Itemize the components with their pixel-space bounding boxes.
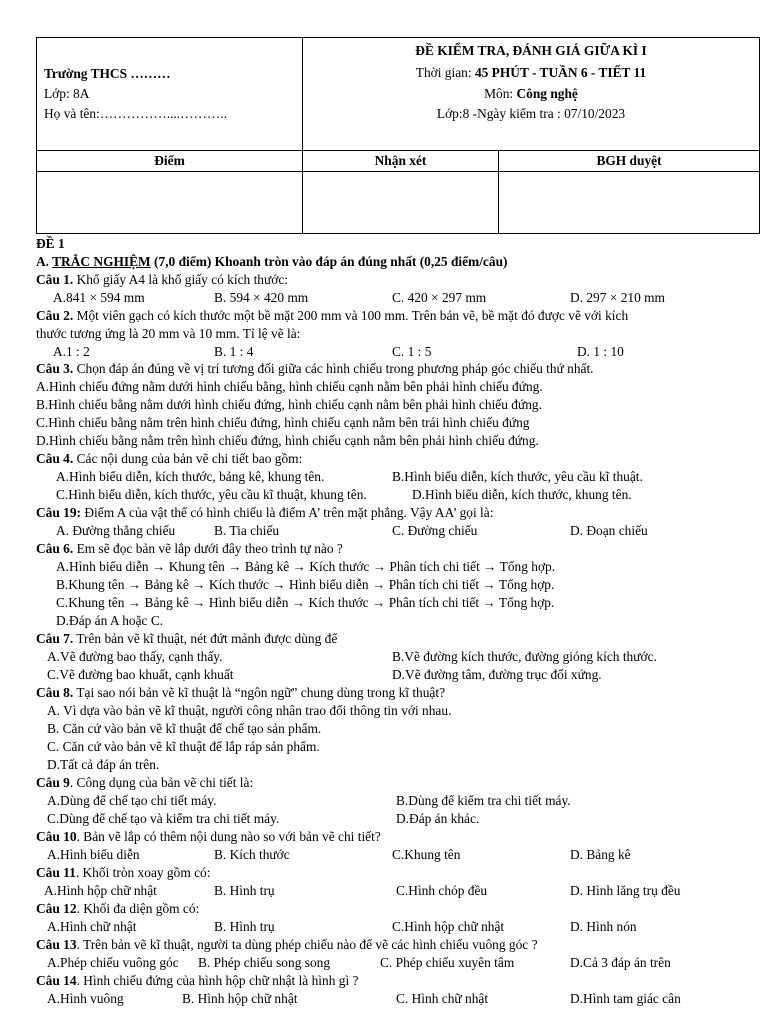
- option: D.Hình biểu diễn, kích thước, khung tên.: [412, 487, 632, 502]
- option: A.Hình chiếu đứng nằm dưới hình chiếu bằng, hình chiếu cạnh nằm bên phải hình chiếu đứng.: [36, 379, 543, 394]
- approval-box: [499, 172, 760, 234]
- exam-date: Lớp:8 -Ngày kiểm tra : 07/10/2023: [436, 106, 626, 121]
- question-8: [36, 684, 445, 702]
- score-box: [37, 172, 303, 234]
- question-label: Câu 10: [36, 829, 77, 844]
- option: B. Căn cứ vào bản vẽ kĩ thuật để chế tạo sản phẩm.: [47, 721, 322, 736]
- question-text: Khổ giấy A4 là khổ giấy có kích thước:: [73, 272, 289, 287]
- option: C. Phép chiếu xuyên tâm: [380, 955, 515, 970]
- question-text: Tại sao nói bản vẽ kĩ thuật là “ngôn ngữ” chung dùng trong kĩ thuật?: [73, 685, 446, 700]
- question-text: . Hình chiếu đứng của hình hộp chữ nhật là hình gì ?: [76, 973, 359, 988]
- option: D. Bảng kê: [570, 847, 631, 862]
- section-prefix: A.: [36, 254, 53, 269]
- exam-title: ĐỀ KIỂM TRA, ĐÁNH GIÁ GIỮA KÌ I: [415, 43, 647, 58]
- option: D. Hình nón: [570, 919, 637, 934]
- option: A.Hình biểu diễn: [47, 847, 140, 862]
- exam-code: ĐỀ 1: [36, 236, 65, 251]
- option: C. Hình chữ nhật: [396, 991, 489, 1006]
- option: B. 1 : 4: [214, 344, 254, 359]
- option: A.Dùng để chế tạo chi tiết máy.: [47, 793, 217, 808]
- comment-header: Nhận xét: [303, 151, 499, 172]
- option: C.Hình biểu diễn, kích thước, yêu cầu kĩ thuật, khung tên.: [56, 487, 367, 502]
- option: D.Hình chiếu bằng nằm trên hình chiếu đứng, hình chiếu cạnh nằm bên phải hình chiếu đứng.: [36, 433, 539, 448]
- question-text: Chọn đáp án đúng về vị trí tương đối giữa các hình chiếu trong phương pháp góc chiếu thứ nhất.: [73, 361, 594, 376]
- question-text: Một viên gạch có kích thước một bề mặt 200 mm và 100 mm. Trên bản vẽ, bề mặt đó được vẽ với kích: [73, 308, 629, 323]
- class-label: Lớp: 8A: [44, 86, 90, 101]
- question-4: [36, 450, 302, 468]
- student-name-field: Họ và tên:……………....………..: [44, 106, 227, 121]
- question-label: Câu 14: [36, 973, 77, 988]
- exam-time: [303, 65, 759, 81]
- question-label: Câu 4.: [36, 451, 74, 466]
- question-12: [36, 900, 199, 918]
- question-label: Câu 19:: [36, 505, 82, 520]
- option: D.Tất cả đáp án trên.: [47, 757, 160, 772]
- option: B. Hình hộp chữ nhật: [182, 991, 298, 1006]
- exam-info-cell: [303, 38, 760, 151]
- question-text-continued: thước tương ứng là 20 mm và 10 mm. Tỉ lệ vẽ là:: [36, 326, 301, 341]
- option: C.Khung tên: [392, 847, 461, 862]
- question-label: Câu 2.: [36, 308, 74, 323]
- option: C. Đường chiếu: [392, 523, 478, 538]
- question-text: Trên bản vẽ kĩ thuật, nét đứt mảnh được dùng để: [73, 631, 338, 646]
- question-label: Câu 7.: [36, 631, 74, 646]
- question-6: [36, 540, 343, 558]
- question-text: . Khối tròn xoay gồm có:: [75, 865, 211, 880]
- option: A.841 × 594 mm: [53, 290, 145, 305]
- option: B. Tia chiếu: [214, 523, 280, 538]
- question-label: Câu 13: [36, 937, 77, 952]
- option: D.Vẽ đường tâm, đường trục đối xứng.: [392, 667, 602, 682]
- option: D. Đoạn chiếu: [570, 523, 648, 538]
- option: A.Hình vuông: [47, 991, 124, 1006]
- option: A.Vẽ đường bao thấy, cạnh thấy.: [47, 649, 223, 664]
- exam-subject: [303, 86, 759, 102]
- option: D.Đáp án A hoặc C.: [56, 613, 164, 628]
- score-header: Điểm: [37, 151, 303, 172]
- option: B. Hình trụ: [214, 883, 275, 898]
- subject-label: Môn:: [484, 86, 517, 101]
- option: A.Phép chiếu vuông góc: [47, 955, 179, 970]
- option: C.Dùng để chế tạo và kiểm tra chi tiết máy.: [47, 811, 280, 826]
- option: C.Vẽ đường bao khuất, cạnh khuất: [47, 667, 234, 682]
- option: B.Hình biểu diễn, kích thước, yêu cầu kĩ thuật.: [392, 469, 643, 484]
- option: B. 594 × 420 mm: [214, 290, 309, 305]
- option: A.1 : 2: [53, 344, 90, 359]
- question-text: Điểm A của vật thể có hình chiếu là điểm A’ trên mặt phẳng. Vậy AA’ gọi là:: [81, 505, 494, 520]
- question-14: [36, 972, 358, 990]
- question-label: Câu 8.: [36, 685, 74, 700]
- question-3: [36, 360, 594, 378]
- question-text: . Trên bản vẽ kĩ thuật, người ta dùng phép chiếu nào để vẽ các hình chiếu vuông góc ?: [76, 937, 538, 952]
- option: A. Đường thẳng chiếu: [56, 523, 176, 538]
- option: A.Hình biểu diễn, kích thước, bảng kê, khung tên.: [56, 469, 325, 484]
- option: A.Hình biểu diễn → Khung tên → Bảng kê → Kích thước → Phân tích chi tiết → Tổng hợp.: [56, 559, 556, 574]
- option: B.Hình chiếu bằng nằm dưới hình chiếu đứng, hình chiếu cạnh nằm bên phải hình chiếu đứng.: [36, 397, 542, 412]
- option: C. 1 : 5: [392, 344, 432, 359]
- option: B. Hình trụ: [214, 919, 275, 934]
- option: A.Hình hộp chữ nhật: [44, 883, 157, 898]
- question-1: [36, 271, 288, 289]
- subject-value: Công nghệ: [516, 86, 578, 101]
- question-text: . Công dụng của bản vẽ chi tiết là:: [69, 775, 254, 790]
- option: A.Hình chữ nhật: [47, 919, 137, 934]
- question-text: . Bản vẽ lắp có thêm nội dung nào so với bản vẽ chi tiết?: [76, 829, 381, 844]
- question-9: [36, 774, 253, 792]
- question-label: Câu 6.: [36, 541, 74, 556]
- option: B. Kích thước: [214, 847, 290, 862]
- question-10: [36, 828, 381, 846]
- question-label: Câu 3.: [36, 361, 74, 376]
- option: C.Khung tên → Bảng kê → Hình biểu diễn → Kích thước → Phân tích chi tiết → Tổng hợp.: [56, 595, 555, 610]
- question-13: [36, 936, 538, 954]
- option: D.Đáp án khác.: [396, 811, 480, 826]
- section-heading: [36, 253, 507, 271]
- option: C. Căn cứ vào bản vẽ kĩ thuật để lắp ráp sản phẩm.: [47, 739, 320, 754]
- question-label: Câu 9: [36, 775, 70, 790]
- question-7: [36, 630, 337, 648]
- option: D.Hình tam giác cân: [570, 991, 681, 1006]
- option: C.Hình hộp chữ nhật: [392, 919, 505, 934]
- question-text: . Khối đa diện gồm có:: [76, 901, 200, 916]
- comment-box: [303, 172, 499, 234]
- option: B.Khung tên → Bảng kê → Kích thước → Hình biểu diễn → Phân tích chi tiết → Tổng hợp.: [56, 577, 555, 592]
- question-label: Câu 1.: [36, 272, 74, 287]
- question-text: Các nội dung của bản vẽ chi tiết bao gồm:: [73, 451, 303, 466]
- option: B.Vẽ đường kích thước, đường gióng kích thước.: [392, 649, 657, 664]
- student-info-cell: [37, 38, 303, 151]
- time-value: 45 PHÚT - TUẦN 6 - TIẾT 11: [474, 65, 647, 80]
- section-name: TRẮC NGHIỆM: [52, 254, 151, 269]
- option: D.Cả 3 đáp án trên: [570, 955, 671, 970]
- option: D. Hình lăng trụ đều: [570, 883, 681, 898]
- option: D. 297 × 210 mm: [570, 290, 665, 305]
- question-19: [36, 504, 493, 522]
- approval-header: BGH duyệt: [499, 151, 760, 172]
- option: C. 420 × 297 mm: [392, 290, 487, 305]
- option: B. Phép chiếu song song: [198, 955, 331, 970]
- section-instructions: (7,0 điểm) Khoanh tròn vào đáp án đúng nhất (0,25 điểm/câu): [150, 254, 508, 269]
- option: C.Hình chóp đều: [396, 883, 488, 898]
- question-text: Em sẽ đọc bản vẽ lắp dưới đây theo trình tự nào ?: [73, 541, 343, 556]
- question-11: [36, 864, 210, 882]
- option: C.Hình chiếu bằng nằm trên hình chiếu đứng, hình chiếu cạnh nằm bên trái hình chiếu đứng: [36, 415, 530, 430]
- school-name: Trường THCS ………: [44, 66, 171, 81]
- header-table: [36, 37, 760, 234]
- option: A. Vì dựa vào bản vẽ kĩ thuật, người công nhân trao đổi thông tin với nhau.: [47, 703, 452, 718]
- time-label: Thời gian:: [415, 65, 475, 80]
- option: B.Dùng để kiểm tra chi tiết máy.: [396, 793, 571, 808]
- question-label: Câu 12: [36, 901, 77, 916]
- question-label: Câu 11: [36, 865, 76, 880]
- option: D. 1 : 10: [577, 344, 624, 359]
- question-2: [36, 307, 628, 325]
